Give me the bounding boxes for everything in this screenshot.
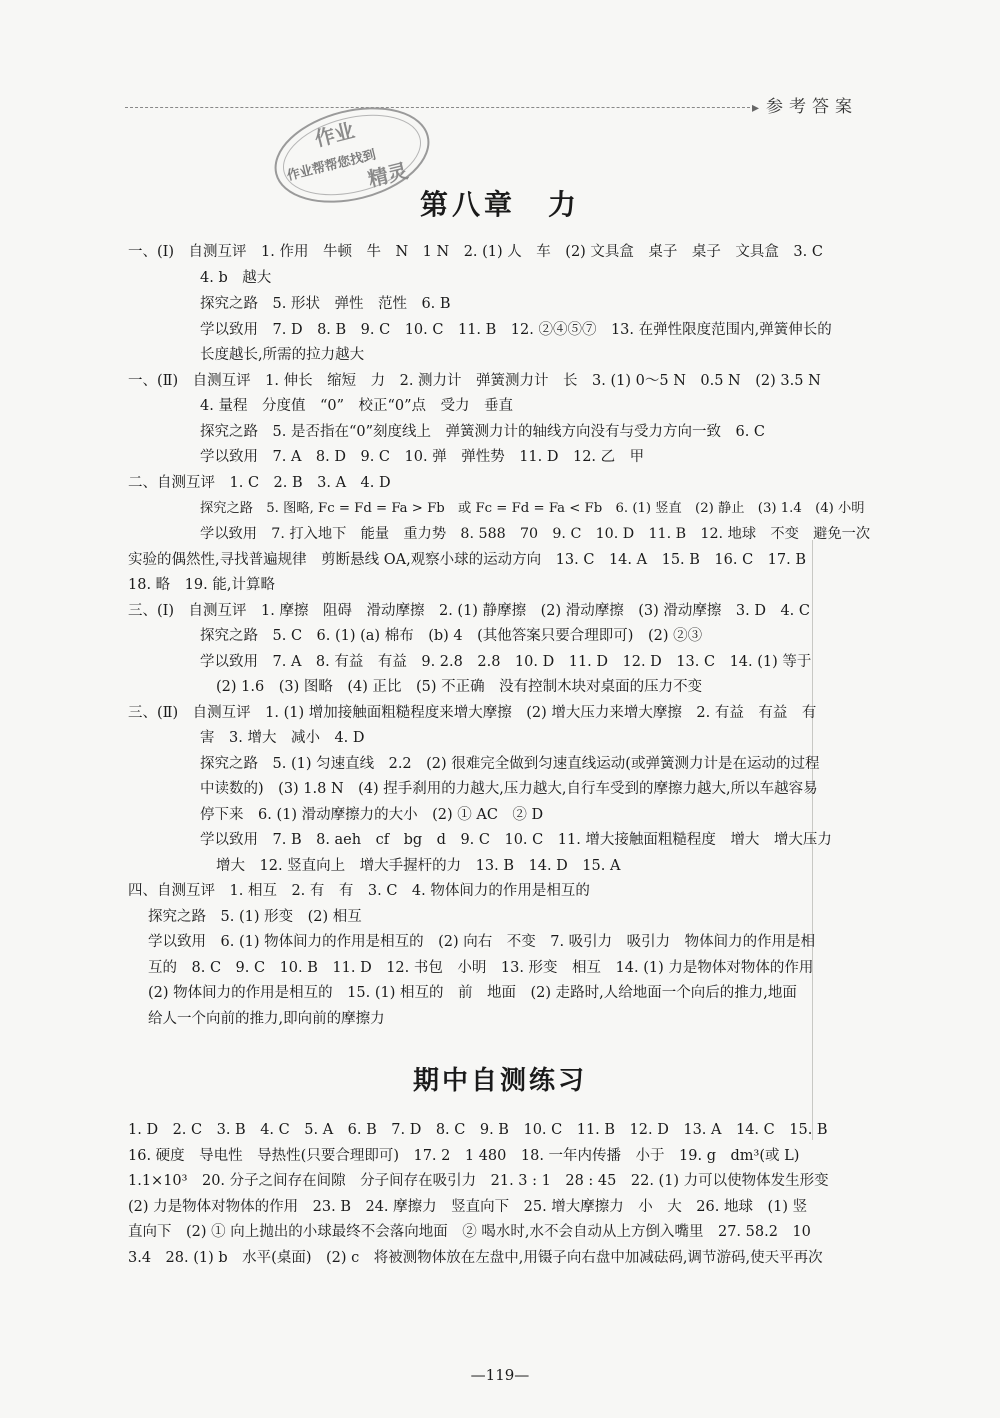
answer-line: 探究之路 5. 是否指在“0”刻度线上 弹簧测力计的轴线方向没有与受力方向一致 6. C xyxy=(200,424,766,440)
answer-line: 3.4 28. (1) b 水平(桌面) (2) c 将被测物体放在左盘中,用镊子向右盘中加减砝码,调节游码,使天平再次 xyxy=(128,1250,823,1266)
answer-line: 学以致用 7. A 8. 有益 有益 9. 2.8 2.8 10. D 11. D 12. D 13. C 14. (1) 等于 xyxy=(200,654,812,670)
answer-line: 18. 略 19. 能,计算略 xyxy=(128,577,275,593)
answer-line: 1. D 2. C 3. B 4. C 5. A 6. B 7. D 8. C 9. B 10. C 11. B 12. D 13. A 14. C 15. B xyxy=(128,1122,828,1138)
answer-line: 学以致用 7. A 8. D 9. C 10. 弹 弹性势 11. D 12. 乙 甲 xyxy=(200,449,645,465)
answer-line: 三、(Ⅱ) 自测互评 1. (1) 增加接触面粗糙程度来增大摩擦 (2) 增大压力来增大摩擦 2. 有益 有益 有 xyxy=(128,705,817,721)
answer-line: (2) 物体间力的作用是相互的 15. (1) 相互的 前 地面 (2) 走路时,人给地面一个向后的推力,地面 xyxy=(148,985,797,1001)
answer-line: 4. 量程 分度值 “0” 校正“0”点 受力 垂直 xyxy=(200,398,514,414)
answer-line: 探究之路 5. C 6. (1) (a) 棉布 (b) 4 (其他答案只要合理即可) (2) ②③ xyxy=(200,628,703,644)
stamp-bottom-text: 精灵 xyxy=(365,158,411,192)
answer-line: 三、(Ⅰ) 自测互评 1. 摩擦 阻碍 滑动摩擦 2. (1) 静摩擦 (2) 滑动摩擦 (3) 滑动摩擦 3. D 4. C xyxy=(128,603,810,619)
answer-line: 中读数的) (3) 1.8 N (4) 捏手刹用的力越大,压力越大,自行车受到的摩擦力越大,所以车越容易 xyxy=(200,781,818,797)
answer-line: (2) 1.6 (3) 图略 (4) 正比 (5) 不正确 没有控制木块对桌面的压力不变 xyxy=(216,679,703,695)
answer-line: 学以致用 7. D 8. B 9. C 10. C 11. B 12. ②④⑤⑦ 13. 在弹性限度范围内,弹簧伸长的 xyxy=(200,322,832,338)
answer-line: 增大 12. 竖直向上 增大手握杆的力 13. B 14. D 15. A xyxy=(216,858,621,874)
answer-line: 四、自测互评 1. 相互 2. 有 有 3. C 4. 物体间力的作用是相互的 xyxy=(128,883,590,899)
header-arrow-icon: ▸ xyxy=(752,100,760,116)
answer-line: 一、(Ⅰ) 自测互评 1. 作用 牛顿 牛 N 1 N 2. (1) 人 车 (2) 文具盒 桌子 桌子 文具盒 3. C xyxy=(128,244,823,260)
answer-line: 探究之路 5. 形状 弹性 范性 6. B xyxy=(200,296,451,312)
answer-line: 16. 硬度 导电性 导热性(只要合理即可) 17. 2 1 480 18. 一年内传播 小于 19. g dm³(或 L) xyxy=(128,1148,800,1164)
answer-line: 互的 8. C 9. C 10. B 11. D 12. 书包 小明 13. 形变 相互 14. (1) 力是物体对物体的作用 xyxy=(148,960,814,976)
answer-line: 害 3. 增大 减小 4. D xyxy=(200,730,365,746)
answer-line: 学以致用 7. B 8. aeh cf bg d 9. C 10. C 11. 增大接触面粗糙程度 增大 增大压力 xyxy=(200,832,832,848)
answer-line: (2) 力是物体对物体的作用 23. B 24. 摩擦力 竖直向下 25. 增大摩擦力 小 大 26. 地球 (1) 竖 xyxy=(128,1199,808,1215)
stamp-middle-text: 作业帮帮您找到 xyxy=(285,147,378,185)
answer-line: 学以致用 7. 打入地下 能量 重力势 8. 588 70 9. C 10. D 11. B 12. 地球 不变 避免一次 xyxy=(200,526,871,542)
page-number: —119— xyxy=(470,1366,530,1384)
answer-line: 直向下 (2) ① 向上抛出的小球最终不会落向地面 ② 喝水时,水不会自动从上方倒入嘴里 27. 58.2 10 xyxy=(128,1224,811,1240)
answer-line: 实验的偶然性,寻找普遍规律 剪断悬线 OA,观察小球的运动方向 13. C 14. A 15. B 16. C 17. B xyxy=(128,552,806,568)
answer-line: 1.1×10³ 20. 分子之间存在间隙 分子间存在吸引力 21. 3 : 1 28 : 45 22. (1) 力可以使物体发生形变 xyxy=(128,1173,829,1189)
answer-line: 探究之路 5. (1) 形变 (2) 相互 xyxy=(148,909,362,925)
answer-line: 给人一个向前的推力,即向前的摩擦力 xyxy=(148,1011,385,1027)
answer-line: 探究之路 5. 图略, Fc = Fd = Fa > Fb 或 Fc = Fd = Fa < Fb 6. (1) 竖直 (2) 静止 (3) 1.4 (4) 小明 xyxy=(200,501,865,516)
header-label: 参考答案 xyxy=(766,97,858,117)
answer-line: 4. b 越大 xyxy=(200,270,272,286)
answer-line: 探究之路 5. (1) 匀速直线 2.2 (2) 很难完全做到匀速直线运动(或弹簧测力计是在运动的过程 xyxy=(200,756,820,772)
stamp-top-text: 作业 xyxy=(312,118,357,152)
answer-line: 停下来 6. (1) 滑动摩擦力的大小 (2) ① AC ② D xyxy=(200,807,544,823)
midterm-section-title: 期中自测练习 xyxy=(412,1066,587,1096)
answer-line: 二、自测互评 1. C 2. B 3. A 4. D xyxy=(128,475,391,491)
chapter-title: 第八章 力 xyxy=(419,188,580,221)
answer-line: 一、(Ⅱ) 自测互评 1. 伸长 缩短 力 2. 测力计 弹簧测力计 长 3. (1) 0～5 N 0.5 N (2) 3.5 N xyxy=(128,373,821,389)
answer-line: 学以致用 6. (1) 物体间力的作用是相互的 (2) 向右 不变 7. 吸引力 吸引力 物体间力的作用是相 xyxy=(148,934,816,950)
answer-line: 长度越长,所需的拉力越大 xyxy=(200,347,365,363)
